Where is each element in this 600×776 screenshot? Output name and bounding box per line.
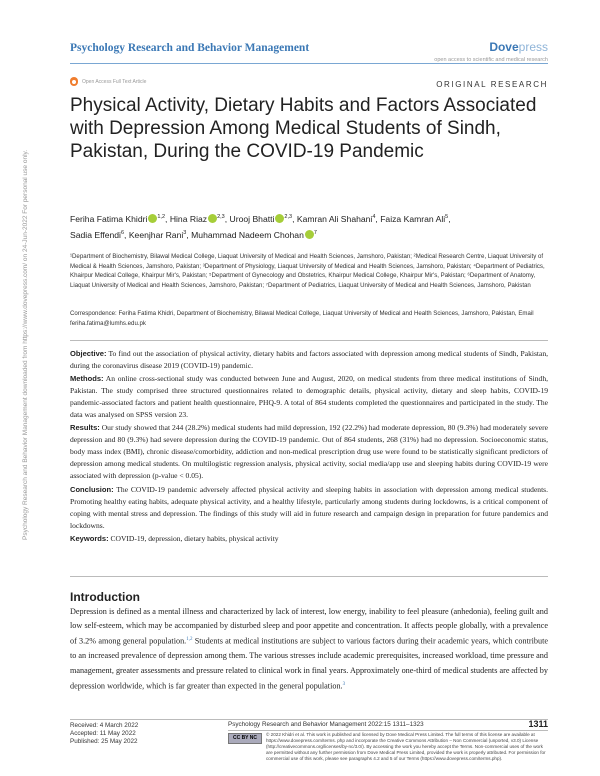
abstract-end-rule bbox=[70, 576, 548, 577]
author-affil: 2,3 bbox=[217, 214, 225, 220]
author-affil: 6 bbox=[120, 229, 125, 236]
abstract bbox=[70, 348, 548, 546]
results-text: Our study showed that 244 (28.2%) medical students had mild depression, 192 (22.2%) had moderate depression, 80 (9.3%) had moderately severe depression and 80 (9.3%) had severe depression during the COVID-19 pandemic. Out of 864 students, 268 (31%) had no depression. Socioeconomic status, body mass index (BMI), chronic disease/comorbidity, addiction and non-medical prescription drug use were found to be statistically significant predictors of depression among medical students. On multilogistic regression analysis, physical activity, social media/app use and sleeping habits during COVID-19 were associated with depression (p-value < 0.05). bbox=[70, 423, 548, 481]
download-watermark: Psychology Research and Behavior Management downloaded from https://www.dovepress.com/ on 24-Jun-2022 For personal use only. bbox=[22, 149, 29, 540]
page-number: 1311 bbox=[528, 719, 548, 729]
author-name[interactable]: Hina Riaz bbox=[169, 213, 208, 224]
author-affil: 5 bbox=[445, 214, 449, 220]
published-date: Published: 25 May 2022 bbox=[70, 738, 138, 745]
article-dates bbox=[70, 722, 138, 746]
abstract-methods bbox=[70, 373, 548, 421]
license-text: © 2022 Khidri et al. This work is published and licensed by Dove Medical Press Limited. The full terms of this license are available at https://www.dovepress.com/terms. php and incorporate the Creative Commons Attribution – Non Commercial (unported, v3.0) License (http://creativecommons.org/licenses/by-nc/3.0/). By accessing the work you hereby accept the Terms. Non-commercial uses of the work are permitted without any further permission from Dove Medical Press Limited, provided the work is properly attributed. For permission for commercial use of this work, please see paragraphs 4.2 and 5 of our Terms (https://www.dovepress.com/terms.php). bbox=[266, 732, 546, 761]
article-title: Physical Activity, Dietary Habits and Factors Associated with Depression Among Medical Students of Sindh, Pakistan, During the COVID-19 Pandemic bbox=[70, 95, 537, 162]
author-list: Feriha Fatima Khidri $^{1,2}$, Hina Riaz $^{2,3}$, Urooj Bhatti $^{2,3}$, Kamran Ali Shahani$^4$, Faiza Kamran Ali$^5$, Sadia Effendi$^6$, Keenjhar Rani$^3$, Muhammad Nadeem Chohan $^7$ bbox=[70, 213, 451, 240]
author-affil: 4 bbox=[372, 214, 376, 220]
intro-text: Depression is defined as a mental illness and characterized by lack of interest, low energy, inability to feel pleasure (anhedonia), feeling guilt and low self-esteem, which may be accompanied by disturbed sleep and poor appetite and concentration. It affects people globally, with a prevalence of 3.2% among general population. bbox=[70, 607, 548, 647]
author-name[interactable]: Kamran Ali Shahani bbox=[296, 213, 373, 224]
conclusion-label: Conclusion: bbox=[70, 484, 114, 494]
author-affil: 2,3 bbox=[284, 214, 293, 220]
results-label: Results: bbox=[70, 423, 100, 433]
author-name[interactable]: Sadia Effendi bbox=[70, 229, 121, 240]
objective-label: Objective: bbox=[70, 349, 107, 358]
objective-text: To find out the association of physical activity, dietary habits and factors associated with depression among medical students of Sindh, Pakistan, during the coronavirus disease 2019 (COVID-19) pandemic. bbox=[70, 349, 548, 371]
header-rule bbox=[70, 63, 548, 64]
intro-text: Students at medical institutions are subject to various factors during their academic years, which contribute to an increased prevalence of depression among them. The various stresses include academic prerequisites, increased workload, time pressure and management, greater assessments and pressure related to clinical work in final years. Approximately one-third of medical students are affected by depression worldwide, which is far greater than expected in the general population. bbox=[70, 637, 548, 691]
publisher-logo[interactable] bbox=[434, 40, 548, 63]
abstract-objective bbox=[70, 348, 548, 372]
brand-tagline: open access to scientific and medical research bbox=[434, 57, 548, 63]
author-affil: 7 bbox=[313, 229, 317, 236]
abstract-conclusion bbox=[70, 484, 548, 532]
methods-text: An online cross-sectional study was conducted between June and August, 2020, on medical students from three medical institutions of Sindh, Pakistan. The study comprised three structured questionnaires related to demographic details, physical activity, dietary and sleep habits, COVID-19 pandemic-associated factors and patient health questionnaire, PHQ-9. A total of 864 students completed the questionnaires and participated in the study. The data was analysed on SPSS version 23. bbox=[70, 374, 548, 420]
conclusion-text: The COVID-19 pandemic adversely affected physical activity and sleeping habits in association with depression among medical students. Promoting healthy eating habits, adequate physical activity, and a healthy lifestyle, particularly among students during lockdowns, is a critical component of coping with mental stress and depression. The findings of this study will aid in future research and campaign design in preparation for future pandemics and lockdowns. bbox=[70, 484, 548, 530]
open-access-icon bbox=[70, 77, 78, 86]
journal-name[interactable]: Psychology Research and Behavior Management bbox=[70, 42, 310, 54]
footer-rule-secondary bbox=[228, 730, 548, 731]
section-heading: Introduction bbox=[70, 590, 140, 604]
correspondence: Correspondence: Feriha Fatima Khidri, Department of Biochemistry, Bilawal Medical College, Liaquat University of Medical and Health Sciences, Jamshoro, Pakistan, Email feriha.fatima@lumhs.edu.pk bbox=[70, 310, 534, 327]
keywords-text: COVID-19, depression, dietary habits, physical activity bbox=[108, 533, 279, 543]
affiliations: ¹Department of Biochemistry, Bilawal Medical College, Liaquat University of Medical and Health Sciences, Jamshoro, Pakistan; ²Medical Research Centre, Liaquat University of Medical & Health Sciences, Jamshoro, Pakistan; ³Department of Physiology, Liaquat University of Medical and Health Sciences, Jamshoro, Pakistan; ⁴Department of Pediatrics, Khairpur Medical College, Khairpur Mir's, Pakistan; ⁵Department of Gynecology and Obstetrics, Khairpur Medical College, Khairpur Mir's, Pakistan; ⁶Department of Anatomy, Liaquat University of Medical and Health Sciences, Jamshoro, Pakistan; ⁷Department of Pediatrics, Liaquat University of Medical and Health Sciences, Jamshoro, Pakistan bbox=[70, 253, 545, 289]
orcid-icon[interactable] bbox=[208, 214, 217, 223]
brand-name: Dove bbox=[489, 40, 519, 54]
abstract-rule bbox=[70, 340, 548, 341]
accepted-date: Accepted: 11 May 2022 bbox=[70, 730, 136, 737]
abstract-results bbox=[70, 422, 548, 482]
author-affil: 1,2 bbox=[157, 214, 166, 220]
orcid-icon[interactable] bbox=[305, 230, 314, 239]
citation-link[interactable]: 1,2 bbox=[186, 637, 193, 643]
open-access-row bbox=[70, 77, 146, 86]
journal-citation: Psychology Research and Behavior Management 2022:15 1311–1323 bbox=[228, 721, 424, 728]
received-date: Received: 4 March 2022 bbox=[70, 722, 139, 729]
author-name[interactable]: Keenjhar Rani bbox=[128, 229, 184, 240]
citation-link[interactable]: 3 bbox=[342, 681, 346, 687]
article-type: ORIGINAL RESEARCH bbox=[436, 80, 548, 89]
keywords-label: Keywords: bbox=[70, 533, 109, 543]
author-name[interactable]: Faiza Kamran Ali bbox=[380, 213, 446, 224]
author-affil: 3 bbox=[183, 229, 187, 236]
intro-paragraph bbox=[70, 605, 548, 694]
author-name[interactable]: Muhammad Nadeem Chohan bbox=[191, 229, 304, 240]
author-name[interactable]: Feriha Fatima Khidri bbox=[70, 213, 148, 224]
author-name[interactable]: Urooj Bhatti bbox=[229, 213, 275, 224]
brand-press: press bbox=[518, 40, 548, 54]
footer-rule bbox=[70, 719, 548, 720]
methods-label: Methods: bbox=[70, 374, 104, 384]
cc-license-icon[interactable]: CC BY NC bbox=[228, 733, 262, 744]
abstract-keywords bbox=[70, 533, 548, 545]
open-access-label: Open Access Full Text Article bbox=[82, 78, 147, 85]
